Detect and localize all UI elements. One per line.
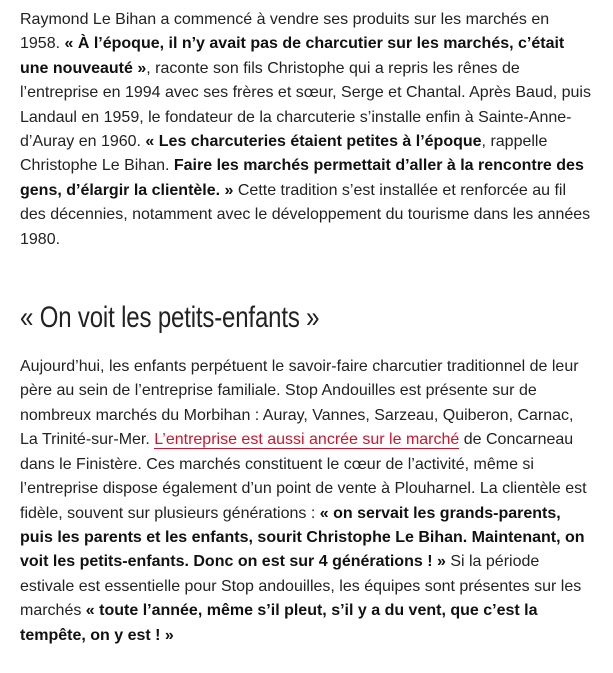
paragraph-text: Raymond Le Bihan a commencé à vendre ses produits sur les marchés en 1958. — [20, 11, 550, 53]
paragraph-text: de Concarneau dans le Finistère. Ces marchés constituent le cœur de l’activité, même si l’entreprise dispose également d’un point de vente à Plouharnel. La clientèle est fidèle, souvent sur plusieurs générations : — [20, 431, 587, 522]
quote-bold: Faire les marchés permettait d’aller à la rencontre des gens, d’élargir la clientèle. » — [20, 157, 584, 199]
article-paragraph-today — [20, 355, 592, 648]
paragraph-text: Si la période estivale est essentielle pour Stop andouilles, les équipes sont présentes sur les marchés — [20, 553, 582, 620]
quote-bold: « À l’époque, il n’y avait pas de charcutier sur les marchés, c’était une nouveauté » — [20, 35, 565, 77]
paragraph-text: Cette tradition s’est installée et renforcée au fil des décennies, notamment avec le développement du tourisme dans les années 1980. — [20, 181, 591, 248]
article-body — [20, 8, 592, 648]
paragraph-text: , raconte son fils Christophe qui a repris les rênes de l’entreprise en 1994 avec ses frères et sœur, Serge et Chantal. Après Baud, puis Landaul en 1959, le fondateur de la charcuterie s’installe enfin à Sainte-Anne-d’Auray en 1960. — [20, 59, 591, 151]
quote-bold: « on servait les grands-parents, puis les parents et les enfants, sourit Christophe Le Bihan. Maintenant, on voit les petits-enfants. Donc on est sur 4 générations ! » — [20, 504, 585, 571]
quote-bold: « Les charcuteries étaient petites à l’époque — [145, 133, 482, 151]
section-heading: « On voit les petits-enfants » — [20, 301, 320, 335]
inline-article-link[interactable]: L’entreprise est aussi ancrée sur le marché — [154, 431, 460, 449]
paragraph-text: , rappelle Christophe Le Bihan. — [20, 133, 548, 175]
paragraph-text: Aujourd’hui, les enfants perpétuent le savoir-faire charcutier traditionnel de leur père au sein de l’entreprise familiale. Stop Andouilles est présente sur de nombreux marchés du Morbihan : Auray, Vannes, Sarzeau, Quiberon, Carnac, La Trinité-sur-Mer. — [20, 358, 579, 449]
quote-bold: « toute l’année, même s’il pleut, s’il y a du vent, que c’est la tempête, on y est ! » — [20, 602, 538, 644]
article-paragraph-history — [20, 8, 592, 252]
